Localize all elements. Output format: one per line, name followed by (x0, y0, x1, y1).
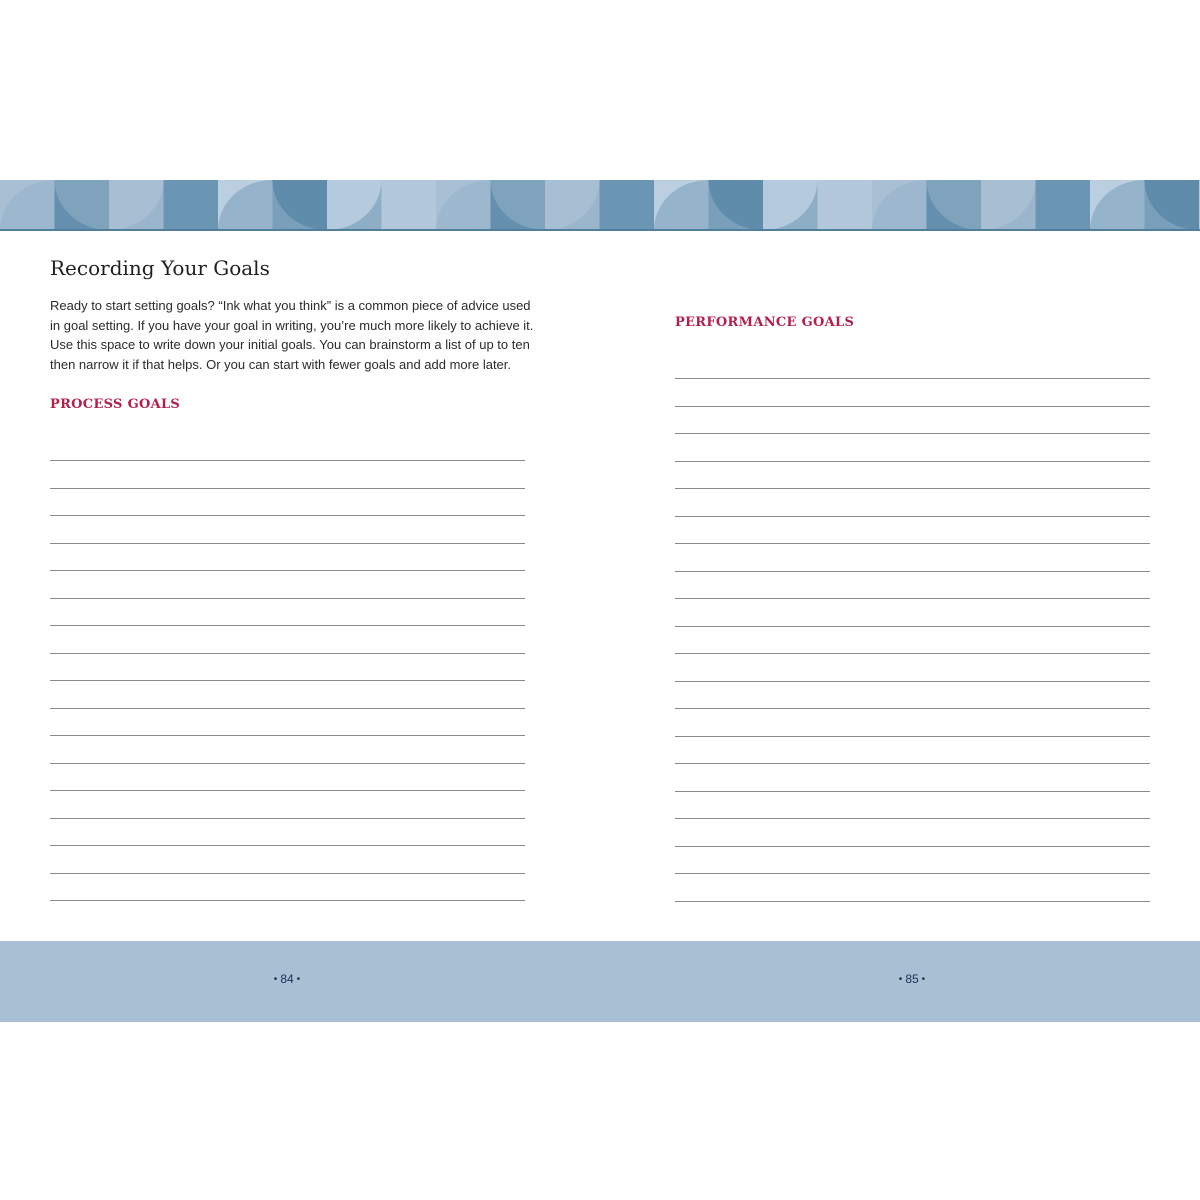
decorative-banner (0, 180, 1200, 230)
writing-line (50, 653, 525, 654)
writing-line (675, 763, 1150, 764)
writing-line (675, 433, 1150, 434)
geometric-pattern (0, 180, 1200, 230)
writing-line (50, 900, 525, 901)
writing-line (675, 873, 1150, 874)
writing-line (675, 681, 1150, 682)
page-number-right-value: 85 (905, 972, 919, 986)
page-number-left (237, 972, 337, 986)
writing-line (675, 818, 1150, 819)
writing-line (50, 543, 525, 544)
writing-line (675, 846, 1150, 847)
writing-line (50, 460, 525, 461)
process-goals-writing-lines (50, 460, 525, 928)
writing-line (675, 791, 1150, 792)
page-number-left-value: 84 (280, 972, 294, 986)
writing-line (50, 708, 525, 709)
intro-paragraph: Ready to start setting goals? “Ink what you think” is a common piece of advice used in goal setting. If you have your goal in writing, you’re much more likely to achieve it. Use this space to write down your initial goals. You can brainstorm a list of up to ten then narrow it if that helps. Or you can start with fewer goals and add more later. (50, 298, 534, 372)
writing-line (675, 901, 1150, 902)
banner-rule (0, 229, 1200, 231)
writing-line (50, 845, 525, 846)
footer-band (0, 941, 1200, 1022)
page-number-right (862, 972, 962, 986)
writing-line (50, 790, 525, 791)
writing-line (50, 763, 525, 764)
writing-line (50, 625, 525, 626)
writing-line (50, 735, 525, 736)
writing-line (675, 461, 1150, 462)
writing-line (675, 653, 1150, 654)
writing-line (675, 488, 1150, 489)
bullet-icon: • (296, 974, 301, 985)
writing-line (50, 570, 525, 571)
writing-line (50, 818, 525, 819)
writing-line (50, 488, 525, 489)
writing-line (675, 406, 1150, 407)
bullet-icon: • (898, 974, 903, 985)
writing-line (50, 515, 525, 516)
writing-line (675, 598, 1150, 599)
writing-line (50, 680, 525, 681)
writing-line (675, 378, 1150, 379)
writing-line (675, 571, 1150, 572)
writing-line (675, 736, 1150, 737)
writing-line (50, 598, 525, 599)
writing-line (50, 873, 525, 874)
writing-line (675, 516, 1150, 517)
writing-line (675, 708, 1150, 709)
performance-goals-writing-lines (675, 378, 1150, 928)
bullet-icon: • (921, 974, 926, 985)
writing-line (675, 543, 1150, 544)
bullet-icon: • (273, 974, 278, 985)
performance-goals-heading: PERFORMANCE GOALS (675, 315, 855, 330)
process-goals-heading: PROCESS GOALS (50, 397, 181, 412)
page-title: Recording Your Goals (50, 256, 270, 280)
writing-line (675, 626, 1150, 627)
